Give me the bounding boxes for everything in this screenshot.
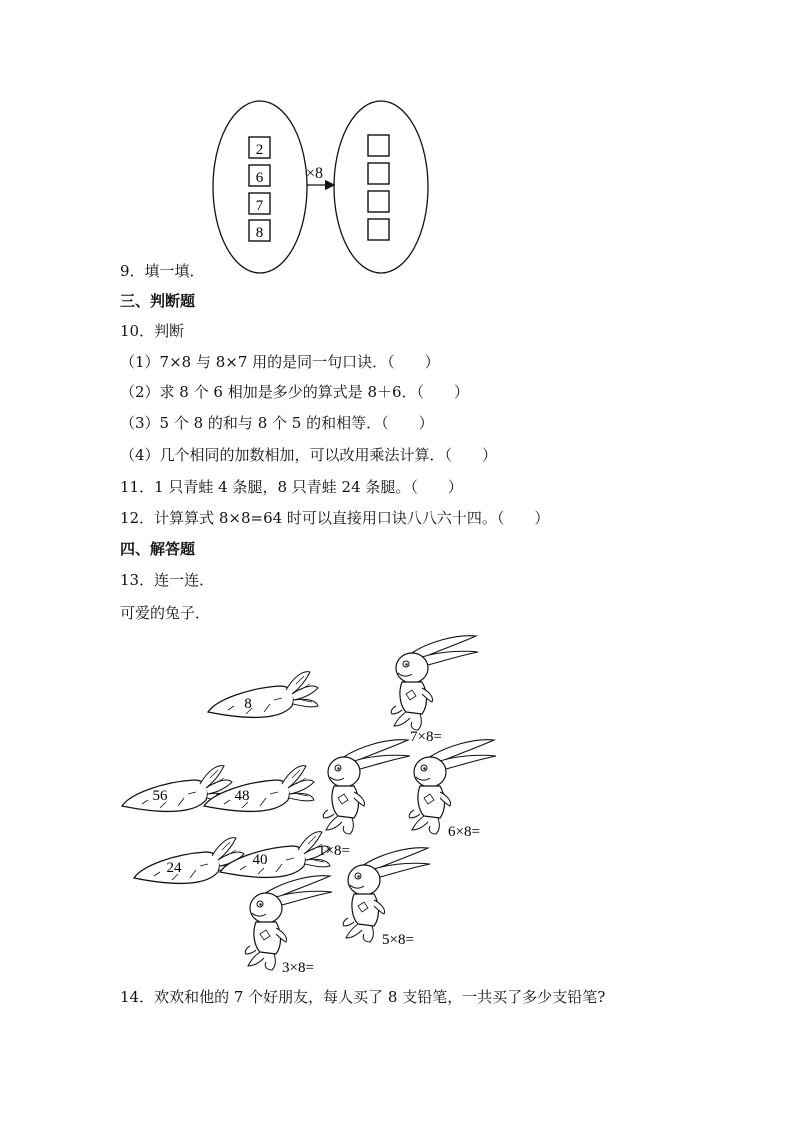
rabbit[interactable] [245, 876, 332, 970]
answer-box[interactable] [368, 163, 389, 184]
question-13: 13．连一连． [120, 571, 215, 589]
left-oval [213, 101, 307, 273]
question-10-item: （3）5 个 8 的和与 8 个 5 的和相等．（ ） [120, 414, 434, 432]
question-12: 12．计算算式 8×8=64 时可以直接用口诀八八六十四。（ ） [120, 509, 550, 527]
question-11: 11．1 只青蛙 4 条腿，8 只青蛙 24 条腿。（ ） [120, 478, 463, 496]
rabbit-equation[interactable]: 6×8= [448, 824, 480, 840]
left-number-box [249, 220, 270, 241]
carrot-number: 24 [166, 860, 182, 876]
rabbit-equation[interactable]: 1×8= [318, 843, 350, 859]
carrot-number: 56 [152, 788, 168, 804]
left-number: 2 [255, 142, 264, 158]
carrot-number: 40 [252, 852, 268, 868]
carrot-number: 8 [244, 696, 252, 712]
carrot-rabbit-illustration [0, 630, 794, 990]
rabbit[interactable] [343, 848, 430, 942]
answer-box[interactable] [368, 135, 389, 156]
question-9: 9．填一填． [120, 262, 205, 280]
question-10-item: （2）求 8 个 6 相加是多少的算式是 8＋6．（ ） [120, 383, 470, 401]
section-heading-answers: 四、解答题 [120, 540, 196, 558]
carrot[interactable] [208, 672, 318, 718]
rabbit[interactable] [391, 636, 478, 730]
question-13-subtitle: 可爱的兔子． [120, 604, 211, 622]
carrot-number: 48 [234, 788, 250, 804]
question-10-item: （1）7×8 与 8×7 用的是同一句口诀．（ ） [120, 353, 440, 371]
left-number: 8 [255, 225, 264, 241]
question-10-item: （4）几个相同的加数相加，可以改用乘法计算．（ ） [120, 446, 498, 464]
left-number-box [249, 193, 270, 214]
rabbit-equation[interactable]: 5×8= [382, 932, 414, 948]
carrot[interactable] [134, 838, 244, 884]
left-number: 6 [255, 170, 264, 186]
question-14: 14．欢欢和他的 7 个好朋友，每人买了 8 支铅笔，一共买了多少支铅笔? [120, 988, 606, 1006]
answer-box[interactable] [368, 219, 389, 240]
rabbit[interactable] [409, 740, 496, 834]
rabbit-equation[interactable]: 3×8= [282, 960, 314, 976]
answer-box[interactable] [368, 191, 389, 212]
operator-label: ×8 [306, 165, 324, 182]
question-10: 10．判断 [120, 322, 185, 340]
left-number: 7 [255, 198, 264, 214]
rabbit-equation[interactable]: 7×8= [410, 729, 442, 745]
multiply-diagram [0, 0, 794, 280]
left-number-box [249, 165, 270, 186]
right-oval [334, 101, 428, 273]
rabbit[interactable] [323, 740, 410, 834]
left-number-box [249, 137, 270, 158]
section-heading-judgement: 三、判断题 [120, 292, 196, 310]
